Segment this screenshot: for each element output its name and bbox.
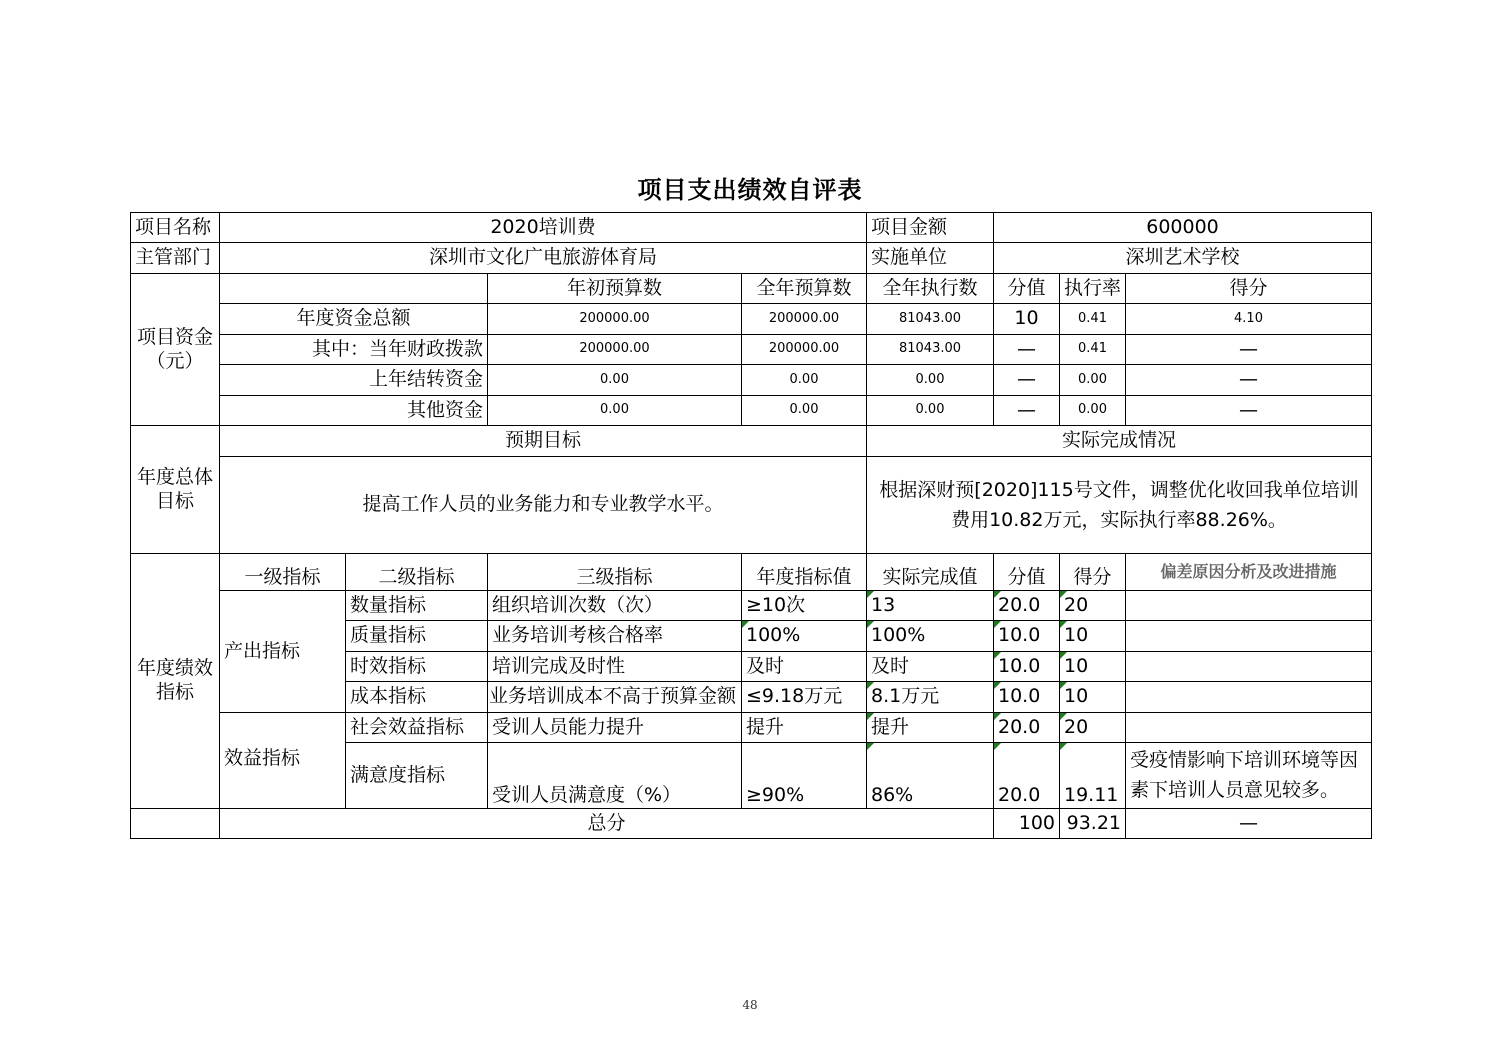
department-row xyxy=(131,243,1372,274)
indicator-level3: 业务培训成本不高于预算金额 xyxy=(488,682,742,713)
indicator-header-value: 分值 xyxy=(994,554,1060,591)
funds-cell: 0.00 xyxy=(867,365,994,396)
funds-cell: — xyxy=(1126,396,1372,426)
indicator-actual: 13 xyxy=(867,591,994,621)
indicator-note xyxy=(1126,713,1372,743)
page-title: 项目支出绩效自评表 xyxy=(637,176,863,204)
funds-header-blank xyxy=(220,274,488,304)
funds-cell: — xyxy=(1126,365,1372,396)
project-amount-label: 项目金额 xyxy=(867,213,994,243)
indicator-header-score: 得分 xyxy=(1060,554,1126,591)
funds-cell: 0.41 xyxy=(1060,335,1126,365)
total-value: 100 xyxy=(994,809,1060,839)
indicator-level3: 受训人员能力提升 xyxy=(488,713,742,743)
funds-cell: 81043.00 xyxy=(867,335,994,365)
indicator-note: 受疫情影响下培训环境等因素下培训人员意见较多。 xyxy=(1126,743,1372,809)
funds-header-initial: 年初预算数 xyxy=(488,274,742,304)
indicator-level2: 质量指标 xyxy=(346,621,488,652)
funds-header-executed: 全年执行数 xyxy=(867,274,994,304)
indicator-header-row xyxy=(131,554,1372,591)
total-row xyxy=(131,809,1372,839)
funds-cell: 0.00 xyxy=(1060,396,1126,426)
indicator-value: 20.0 xyxy=(994,713,1060,743)
funds-header-score: 得分 xyxy=(1126,274,1372,304)
funds-cell: — xyxy=(1126,335,1372,365)
indicator-target: ≤9.18万元 xyxy=(742,682,867,713)
funds-cell: 200000.00 xyxy=(488,335,742,365)
funds-row xyxy=(131,304,1372,335)
indicator-value: 10.0 xyxy=(994,621,1060,652)
funds-row xyxy=(131,396,1372,426)
indicator-note xyxy=(1126,682,1372,713)
funds-header-rate: 执行率 xyxy=(1060,274,1126,304)
funds-cell: 0.00 xyxy=(488,365,742,396)
funds-cell: 200000.00 xyxy=(742,335,867,365)
funds-header-annual: 全年预算数 xyxy=(742,274,867,304)
indicator-value: 10.0 xyxy=(994,682,1060,713)
funds-cell: 0.00 xyxy=(1060,365,1126,396)
funds-header-value: 分值 xyxy=(994,274,1060,304)
total-blank xyxy=(131,809,220,839)
performance-table xyxy=(130,212,1372,839)
indicator-level2: 满意度指标 xyxy=(346,743,488,809)
indicator-level2: 时效指标 xyxy=(346,652,488,682)
indicator-level2: 数量指标 xyxy=(346,591,488,621)
actual-completion-label: 实际完成情况 xyxy=(867,426,1372,457)
benefit-indicator-group: 效益指标 xyxy=(220,713,346,809)
goals-content-row xyxy=(131,457,1372,554)
indicator-value: 20.0 xyxy=(994,743,1060,809)
funds-cell: 0.00 xyxy=(488,396,742,426)
indicator-value: 20.0 xyxy=(994,591,1060,621)
funds-cell: 200000.00 xyxy=(742,304,867,335)
page-number: 48 xyxy=(742,998,758,1012)
expected-goal-label: 预期目标 xyxy=(220,426,867,457)
department-value: 深圳市文化广电旅游体育局 xyxy=(220,243,867,274)
funds-cell: 0.00 xyxy=(742,365,867,396)
funds-cell: 10 xyxy=(994,304,1060,335)
funds-row xyxy=(131,365,1372,396)
unit-value: 深圳艺术学校 xyxy=(994,243,1372,274)
indicator-target: 100% xyxy=(742,621,867,652)
indicator-actual: 100% xyxy=(867,621,994,652)
indicator-section-label: 年度绩效指标 xyxy=(131,554,220,809)
indicator-level2: 成本指标 xyxy=(346,682,488,713)
indicator-target: 提升 xyxy=(742,713,867,743)
indicator-note xyxy=(1126,621,1372,652)
funds-cell: 0.41 xyxy=(1060,304,1126,335)
goals-section-label: 年度总体目标 xyxy=(131,426,220,554)
funds-row-label: 年度资金总额 xyxy=(220,304,488,335)
department-label: 主管部门 xyxy=(131,243,220,274)
total-note: — xyxy=(1126,809,1372,839)
funds-row xyxy=(131,335,1372,365)
indicator-level3: 培训完成及时性 xyxy=(488,652,742,682)
funds-row-label: 其中：当年财政拨款 xyxy=(220,335,488,365)
indicator-actual: 及时 xyxy=(867,652,994,682)
indicator-level2: 社会效益指标 xyxy=(346,713,488,743)
indicator-row xyxy=(131,591,1372,621)
indicator-score: 20 xyxy=(1060,591,1126,621)
funds-cell: 0.00 xyxy=(742,396,867,426)
indicator-score: 10 xyxy=(1060,652,1126,682)
funds-cell: — xyxy=(994,365,1060,396)
project-name-label: 项目名称 xyxy=(131,213,220,243)
indicator-score: 10 xyxy=(1060,621,1126,652)
expected-goal-text: 提高工作人员的业务能力和专业教学水平。 xyxy=(220,457,867,554)
indicator-value: 10.0 xyxy=(994,652,1060,682)
project-name-row xyxy=(131,213,1372,243)
funds-section-label: 项目资金（元） xyxy=(131,274,220,426)
funds-cell: 0.00 xyxy=(867,396,994,426)
funds-cell: 81043.00 xyxy=(867,304,994,335)
total-label: 总分 xyxy=(220,809,994,839)
indicator-target: ≥10次 xyxy=(742,591,867,621)
project-amount-value: 600000 xyxy=(994,213,1372,243)
indicator-note xyxy=(1126,652,1372,682)
indicator-score: 20 xyxy=(1060,713,1126,743)
funds-header-row xyxy=(131,274,1372,304)
indicator-header-deviation: 偏差原因分析及改进措施 xyxy=(1126,554,1372,591)
indicator-actual: 86% xyxy=(867,743,994,809)
indicator-header-target: 年度指标值 xyxy=(742,554,867,591)
indicator-level3: 业务培训考核合格率 xyxy=(488,621,742,652)
indicator-header-level3: 三级指标 xyxy=(488,554,742,591)
funds-row-label: 上年结转资金 xyxy=(220,365,488,396)
goals-header-row xyxy=(131,426,1372,457)
actual-completion-text: 根据深财预[2020]115号文件，调整优化收回我单位培训费用10.82万元，实际执行率88.26%。 xyxy=(867,457,1372,554)
indicator-note xyxy=(1126,591,1372,621)
funds-cell: 4.10 xyxy=(1126,304,1372,335)
unit-label: 实施单位 xyxy=(867,243,994,274)
indicator-level3: 受训人员满意度（%） xyxy=(488,743,742,809)
total-score: 93.21 xyxy=(1060,809,1126,839)
indicator-header-actual: 实际完成值 xyxy=(867,554,994,591)
indicator-score: 19.11 xyxy=(1060,743,1126,809)
project-name-value: 2020培训费 xyxy=(220,213,867,243)
funds-row-label: 其他资金 xyxy=(220,396,488,426)
funds-cell: 200000.00 xyxy=(488,304,742,335)
funds-cell: — xyxy=(994,335,1060,365)
funds-cell: — xyxy=(994,396,1060,426)
indicator-header-level1: 一级指标 xyxy=(220,554,346,591)
indicator-row xyxy=(131,713,1372,743)
indicator-header-level2: 二级指标 xyxy=(346,554,488,591)
indicator-actual: 8.1万元 xyxy=(867,682,994,713)
indicator-score: 10 xyxy=(1060,682,1126,713)
output-indicator-group: 产出指标 xyxy=(220,591,346,713)
indicator-actual: 提升 xyxy=(867,713,994,743)
indicator-target: 及时 xyxy=(742,652,867,682)
indicator-level3: 组织培训次数（次） xyxy=(488,591,742,621)
indicator-target: ≥90% xyxy=(742,743,867,809)
